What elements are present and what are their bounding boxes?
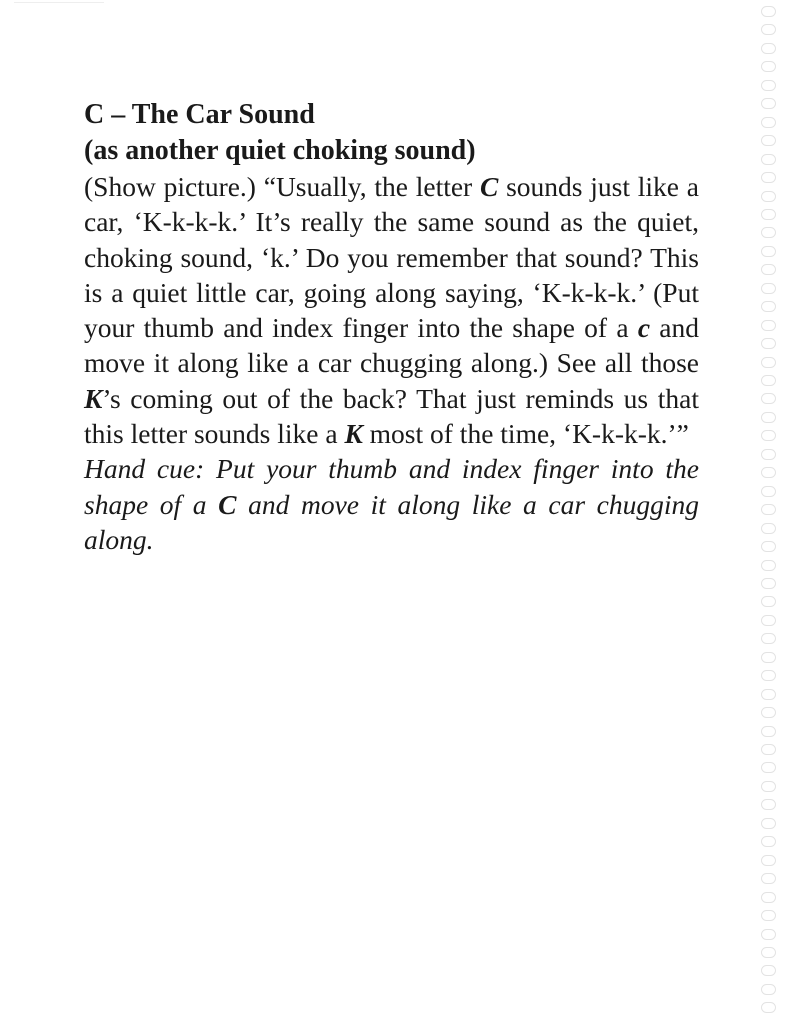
binding-hole	[761, 154, 776, 165]
paragraph-text: (Show picture.) “Usually, the letter	[84, 171, 480, 202]
binding-hole	[761, 191, 776, 202]
paragraph-text: most of the time, ‘K-k-k-k.’”	[362, 418, 689, 450]
emphasized-letter: K	[344, 418, 363, 450]
binding-hole	[761, 744, 776, 755]
binding-hole	[761, 578, 776, 589]
binding-hole	[761, 541, 776, 552]
binding-hole	[761, 61, 776, 72]
binding-hole	[761, 135, 776, 146]
binding-hole	[761, 892, 776, 903]
binding-hole	[761, 24, 776, 35]
paragraph-text: and move it along like a car chugging along.) See all those	[84, 312, 699, 379]
binding-hole	[761, 467, 776, 478]
binding-hole	[761, 726, 776, 737]
paragraph-text: sounds just like a car, ‘K-k-k-k.’ It’s really the same sound as the quiet, choking sound, ‘k.’ Do you remember that sound? This is a quiet little car, going along saying, ‘K-k-k-k.’ (Put your thumb and index finger into the shape of a	[84, 171, 699, 344]
binding-hole	[761, 227, 776, 238]
emphasized-letter: C	[479, 171, 499, 202]
binding-hole	[761, 283, 776, 294]
hand-cue-text: Hand cue: Put your thumb and index finger into the shape of a	[84, 453, 699, 520]
binding-hole	[761, 43, 776, 54]
binding-hole	[761, 117, 776, 128]
binding-hole	[761, 264, 776, 275]
binding-hole	[761, 652, 776, 663]
binding-hole	[761, 246, 776, 257]
binding-hole	[761, 172, 776, 183]
binding-hole	[761, 393, 776, 404]
binding-hole	[761, 1002, 776, 1013]
binding-hole	[761, 320, 776, 331]
binding-hole	[761, 689, 776, 700]
binding-hole	[761, 560, 776, 571]
binding-hole	[761, 430, 776, 441]
binding-hole	[761, 338, 776, 349]
binding-hole	[761, 301, 776, 312]
binding-hole	[761, 449, 776, 460]
emphasized-letter: K	[84, 382, 103, 414]
binding-hole	[761, 818, 776, 829]
emphasized-letter: c	[637, 312, 651, 344]
binding-hole	[761, 486, 776, 497]
binding-hole	[761, 412, 776, 423]
hand-cue-text: and move it along like a car chugging along.	[84, 488, 699, 555]
binding-hole	[761, 596, 776, 607]
binding-hole	[761, 781, 776, 792]
hand-cue	[84, 451, 699, 557]
section-subtitle: (as another quiet choking sound)	[84, 135, 476, 166]
binding-hole	[761, 910, 776, 921]
scan-edge-mark	[14, 2, 104, 3]
binding-hole	[761, 855, 776, 866]
spiral-binding-holes	[761, 6, 779, 1022]
instruction-paragraph	[84, 169, 699, 451]
binding-hole	[761, 984, 776, 995]
binding-hole	[761, 523, 776, 534]
binding-hole	[761, 929, 776, 940]
binding-hole	[761, 6, 776, 17]
emphasized-letter: C	[218, 488, 237, 520]
paragraph-text: ’s coming out of the back? That just reminds us that this letter sounds like a	[84, 382, 699, 450]
binding-hole	[761, 98, 776, 109]
binding-hole	[761, 209, 776, 220]
lesson-section	[84, 97, 699, 557]
binding-hole	[761, 799, 776, 810]
binding-hole	[761, 375, 776, 386]
binding-hole	[761, 633, 776, 644]
section-title: C – The Car Sound	[84, 99, 315, 130]
binding-hole	[761, 615, 776, 626]
binding-hole	[761, 357, 776, 368]
binding-hole	[761, 873, 776, 884]
binding-hole	[761, 504, 776, 515]
binding-hole	[761, 707, 776, 718]
binding-hole	[761, 80, 776, 91]
binding-hole	[761, 670, 776, 681]
binding-hole	[761, 965, 776, 976]
binding-hole	[761, 762, 776, 773]
binding-hole	[761, 947, 776, 958]
binding-hole	[761, 836, 776, 847]
